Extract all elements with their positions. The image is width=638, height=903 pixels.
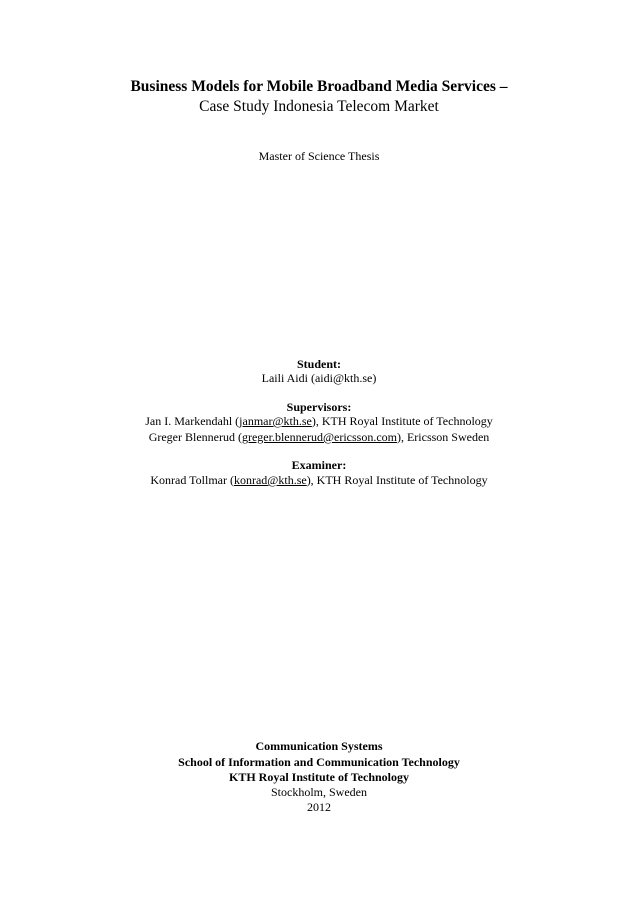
- year: 2012: [307, 800, 331, 814]
- supervisor-1-email-link[interactable]: janmar@kth.se: [239, 414, 312, 428]
- examiner-email-link[interactable]: konrad@kth.se: [233, 473, 307, 487]
- student-label: Student:: [296, 357, 341, 371]
- department: Communication Systems: [255, 739, 383, 753]
- examiner-affiliation: ), KTH Royal Institute of Technology: [306, 473, 488, 487]
- supervisors-label: Supervisors:: [286, 400, 352, 414]
- supervisor-1: [0, 415, 638, 427]
- examiner: [0, 474, 638, 486]
- supervisor-2-name: Greger Blennerud (: [148, 430, 242, 444]
- school: School of Information and Communication Technology: [178, 755, 460, 769]
- supervisor-2-affiliation: ), Ericsson Sweden: [396, 430, 490, 444]
- examiner-label: Examiner:: [291, 458, 347, 472]
- student-name: Laili Aidi (aidi@kth.se): [261, 371, 377, 385]
- thesis-type: Master of Science Thesis: [258, 149, 380, 163]
- supervisor-1-affiliation: ), KTH Royal Institute of Technology: [311, 414, 493, 428]
- location: Stockholm, Sweden: [271, 785, 367, 799]
- title-line-2: Case Study Indonesia Telecom Market: [199, 98, 439, 115]
- supervisor-2: [0, 431, 638, 443]
- supervisor-1-name: Jan I. Markendahl (: [145, 414, 240, 428]
- examiner-name: Konrad Tollmar (: [150, 473, 234, 487]
- supervisor-2-email-link[interactable]: greger.blennerud@ericsson.com: [241, 430, 397, 444]
- university: KTH Royal Institute of Technology: [228, 770, 410, 784]
- title-line-1: Business Models for Mobile Broadband Media Services –: [130, 78, 508, 95]
